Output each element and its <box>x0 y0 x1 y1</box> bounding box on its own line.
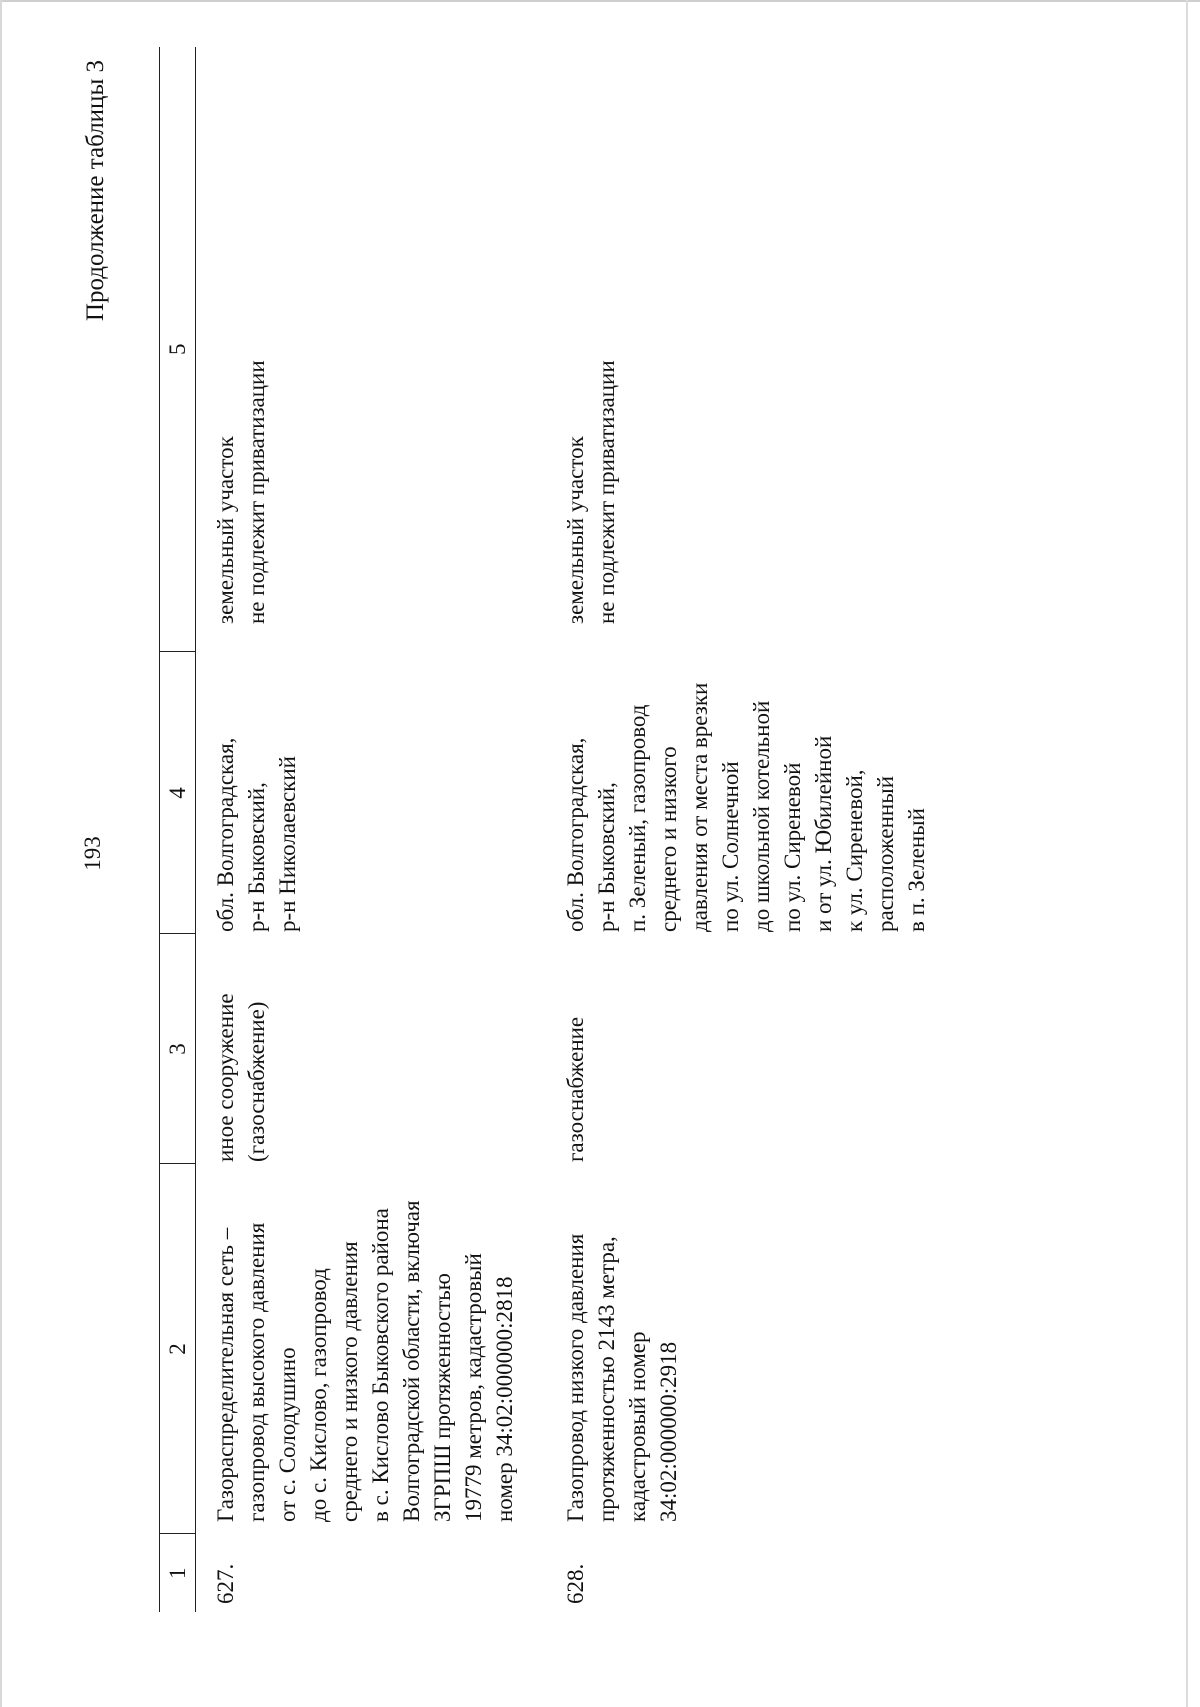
object-address: обл. Волгоградская, р-н Быковский, р-н Николаевский <box>213 737 300 932</box>
object-address: обл. Волгоградская, р-н Быковский, п. Зеленый, газопровод среднего и низкого давления от места врезки по ул. Солнечной до школьной котельной по ул. Сиреневой и от ул. Юбилейной к ул. Сиреневой, расположенный в п. Зеленый <box>563 682 929 932</box>
column-header-2: 2 <box>160 1164 196 1534</box>
column-header-1: 1 <box>160 1534 196 1612</box>
object-note: земельный участок не подлежит приватизации <box>213 360 269 624</box>
table-row <box>196 47 521 1612</box>
row-number: 628. <box>563 1563 588 1604</box>
column-header-3: 3 <box>160 934 196 1164</box>
table-row <box>520 47 932 1612</box>
table-header-row <box>160 47 196 1612</box>
column-header-5: 5 <box>160 47 196 652</box>
row-number: 627. <box>213 1563 238 1604</box>
page-number: 193 <box>80 836 105 871</box>
object-name: Газопровод низкого давления протяженностью 2143 метра, кадастровый номер 34:02:000000:2918 <box>563 1233 681 1522</box>
object-purpose: иное сооружение (газоснабжение) <box>213 993 269 1162</box>
table-caption: Продолжение таблицы 3 <box>82 60 109 322</box>
column-header-4: 4 <box>160 652 196 934</box>
property-table <box>159 47 932 1612</box>
object-purpose: газоснабжение <box>563 1016 588 1162</box>
object-name: Газораспределительная сеть – газопровод высокого давления от с. Солодушино до с. Кислово, газопровод среднего и низкого давления в с. Кислово Быковского района Волгоградской области, включая ЗГРПШ протяженностью 19779 метров, кадастровый номер 34:02:000000:2818 <box>213 1200 517 1522</box>
object-note: земельный участок не подлежит приватизации <box>563 360 619 624</box>
